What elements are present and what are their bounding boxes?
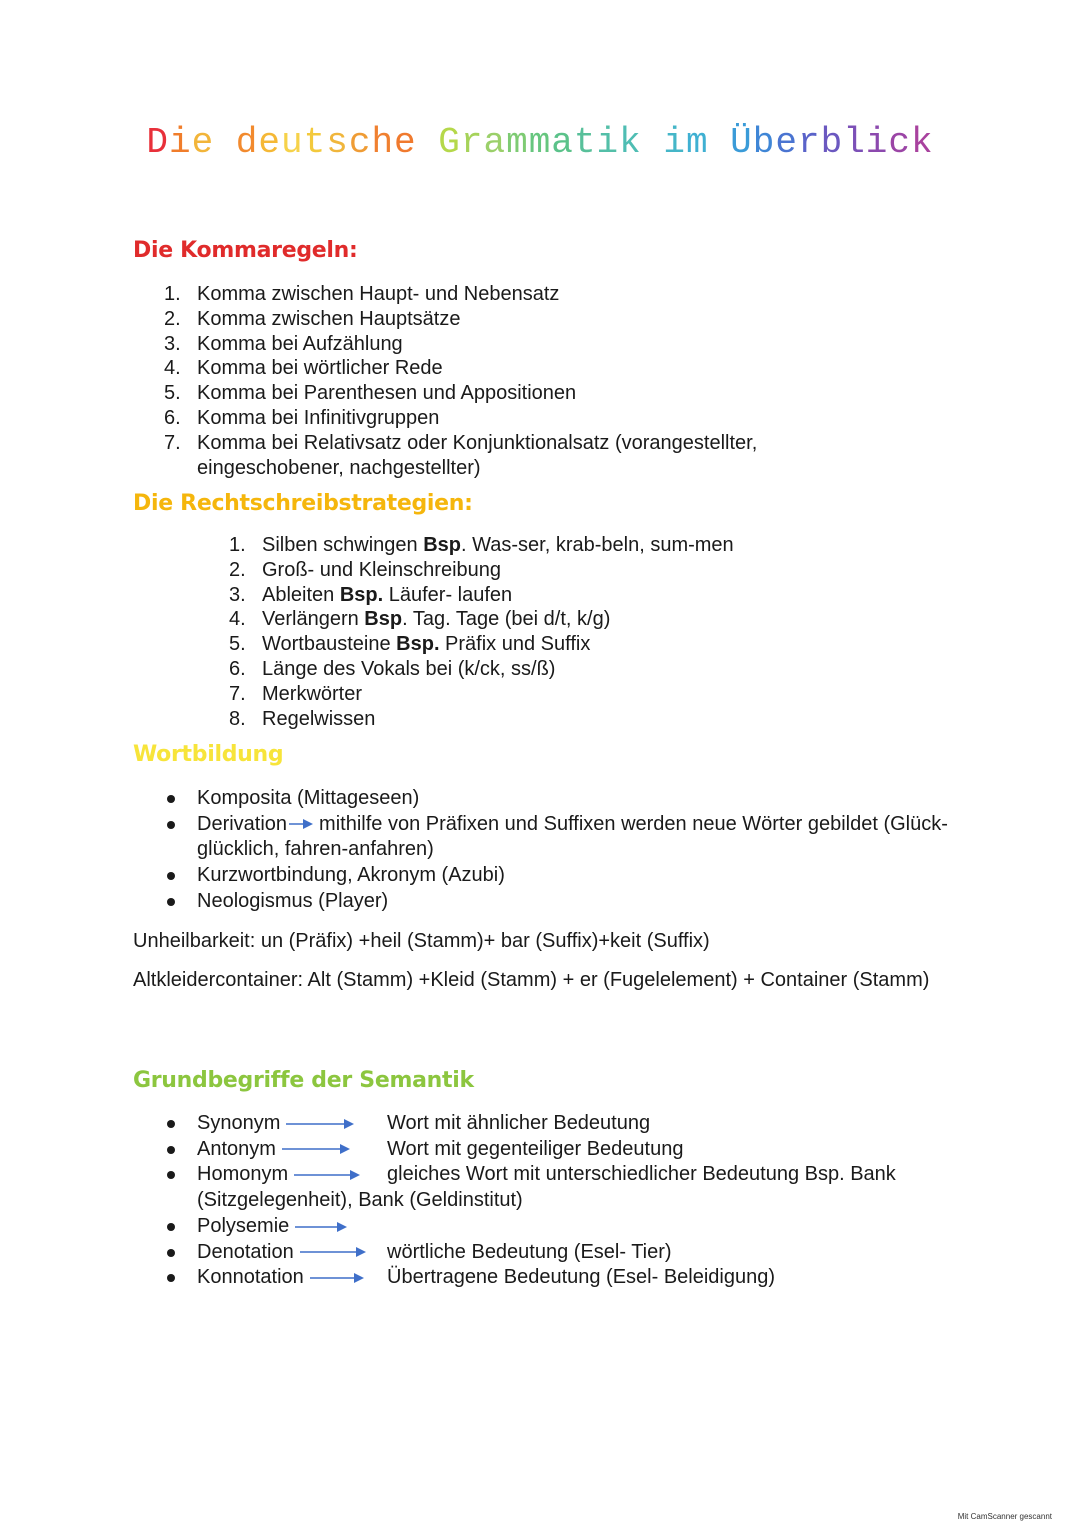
title-letter: [709, 122, 731, 163]
title-letter: e: [775, 122, 798, 163]
item-text: Länge des Vokals bei (k/ck, ss/ß): [262, 657, 556, 680]
kommaregeln-list: [164, 282, 864, 480]
item-number: 6.: [229, 657, 246, 680]
title-letter: G: [438, 122, 461, 163]
arrow-icon: [300, 1246, 366, 1258]
item-term: Derivation: [197, 812, 288, 835]
title-letter: i: [596, 122, 620, 163]
item-number: 8.: [229, 707, 246, 730]
item-description: mithilfe von Präfixen und Suffixen werden neue Wörter gebildet (Glück-glücklich, fahren-anfahren): [197, 812, 948, 861]
title-letter: e: [394, 122, 417, 163]
kommaregel-item: [164, 356, 864, 381]
title-letter: r: [797, 122, 821, 163]
item-number: 3.: [229, 583, 246, 606]
term-label: Konnotation: [197, 1266, 304, 1289]
term-label: Polysemie: [197, 1214, 290, 1237]
title-letter: a: [483, 122, 507, 163]
bullet-icon: [167, 1274, 175, 1282]
title-letter: m: [506, 122, 529, 163]
semantik-term: [197, 1214, 387, 1240]
semantik-heading: Grundbegriffe der Semantik: [133, 1068, 474, 1093]
item-text: Verlängern: [262, 608, 365, 631]
rechtschreib-item: [229, 607, 929, 632]
item-text: Groß- und Kleinschreibung: [262, 558, 502, 581]
arrow-icon: [310, 1272, 364, 1284]
kommaregel-item: [164, 406, 864, 431]
title-letter: h: [371, 122, 395, 163]
semantik-term: [197, 1265, 387, 1291]
title-letter: b: [752, 122, 776, 163]
item-text: Ableiten: [262, 583, 340, 606]
title-letter: [417, 122, 439, 163]
title-letter: a: [551, 122, 574, 163]
title-letter: [214, 122, 236, 163]
item-text: Komma bei Parenthesen und Appositionen: [197, 382, 577, 405]
example-marker: Bsp: [364, 608, 403, 631]
rechtschreib-item: [229, 707, 929, 732]
item-term: Kurzwortbindung, Akronym (Azubi): [197, 864, 505, 887]
term-label: Denotation: [197, 1240, 294, 1263]
item-number: 1.: [164, 283, 181, 305]
rechtschreib-item: [229, 632, 929, 657]
title-letter: b: [820, 122, 844, 163]
item-term: Neologismus (Player): [197, 889, 389, 912]
arrow-icon: [295, 1221, 347, 1233]
semantik-term: [197, 1162, 387, 1188]
arrow-icon: [294, 1169, 360, 1181]
bullet-icon: [167, 1223, 175, 1231]
title-letter: t: [573, 122, 597, 163]
example-marker: Bsp: [423, 534, 462, 556]
term-description: Wort mit ähnlicher Bedeutung: [387, 1112, 651, 1134]
page-title: [0, 122, 1080, 163]
kommaregel-item: [164, 307, 864, 332]
kommaregeln-heading: Die Kommaregeln:: [133, 238, 358, 263]
camscanner-footer: Mit CamScanner gescannt: [957, 1512, 1052, 1521]
semantik-item: [131, 1240, 961, 1266]
title-letter: s: [326, 122, 349, 163]
wortbildung-item: [131, 863, 961, 889]
title-letter: Ü: [730, 122, 753, 163]
wortbildung-item: [131, 812, 961, 863]
term-description: gleiches Wort mit unterschiedlicher Bedeutung Bsp. Bank (Sitzgelegenheit), Bank (Geldinstitut): [197, 1163, 896, 1212]
title-letter: k: [619, 122, 642, 163]
item-text: Läufer- laufen: [383, 583, 513, 606]
title-letter: i: [168, 122, 192, 163]
item-number: 2.: [164, 307, 181, 330]
semantik-item: [131, 1265, 961, 1291]
item-text: Silben schwingen: [262, 534, 424, 556]
arrow-icon: [286, 1118, 354, 1130]
altkleidercontainer-example: Altkleidercontainer: Alt (Stamm) +Kleid (Stamm) + er (Fugelelement) + Container (Stamm): [133, 969, 930, 991]
item-text: Komma bei Relativsatz oder Konjunktionalsatz (vorangestellter, eingeschobener, nachgestellter): [197, 431, 758, 479]
rechtschreib-heading: Die Rechtschreibstrategien:: [133, 491, 473, 516]
item-number: 4.: [229, 608, 246, 631]
title-letter: u: [281, 122, 304, 163]
item-text: Komma zwischen Hauptsätze: [197, 307, 461, 330]
arrow-icon: [289, 818, 313, 830]
arrow-icon: [282, 1143, 350, 1155]
semantik-term: [197, 1240, 387, 1266]
item-number: 5.: [164, 382, 181, 405]
kommaregel-item: [164, 332, 864, 357]
term-label: Homonym: [197, 1163, 289, 1186]
item-text: Komma bei wörtlicher Rede: [197, 357, 443, 380]
item-text: Merkwörter: [262, 682, 363, 705]
item-number: 6.: [164, 406, 181, 429]
kommaregel-item: [164, 282, 864, 307]
bullet-icon: [167, 1171, 175, 1179]
rechtschreib-item: [229, 657, 929, 682]
wortbildung-heading: Wortbildung: [133, 742, 284, 767]
item-text: . Tag. Tage (bei d/t, k/g): [402, 608, 611, 631]
wortbildung-list: [131, 786, 961, 915]
bullet-icon: [167, 1120, 175, 1128]
rechtschreib-item: [229, 558, 929, 583]
title-letter: i: [663, 122, 686, 163]
item-number: 7.: [229, 682, 246, 705]
semantik-item: [131, 1214, 961, 1240]
item-text: Komma bei Infinitivgruppen: [197, 406, 440, 429]
item-number: 4.: [164, 357, 181, 380]
item-number: 7.: [164, 431, 181, 454]
wortbildung-item: [131, 889, 961, 915]
unheilbarkeit-example: Unheilbarkeit: un (Präfix) +heil (Stamm)+ bar (Suffix)+keit (Suffix): [133, 930, 710, 952]
item-number: 2.: [229, 558, 246, 581]
rechtschreib-item: [229, 682, 929, 707]
semantik-item: [131, 1111, 961, 1137]
title-letter: c: [348, 122, 372, 163]
title-letter: r: [460, 122, 484, 163]
semantik-term: [197, 1137, 387, 1163]
kommaregel-item: [164, 431, 864, 481]
bullet-icon: [167, 872, 175, 880]
title-letter: k: [911, 122, 934, 163]
title-letter: i: [865, 122, 889, 163]
item-text: Komma zwischen Haupt- und Nebensatz: [197, 283, 560, 305]
bullet-icon: [167, 795, 175, 803]
item-text: . Was-ser, krab-beln, sum-men: [461, 534, 734, 556]
rechtschreib-list: [229, 533, 929, 731]
item-text: Präfix und Suffix: [439, 633, 591, 656]
wortbildung-item: [131, 786, 961, 812]
term-description: Wort mit gegenteiliger Bedeutung: [387, 1137, 684, 1160]
title-letter: e: [191, 122, 215, 163]
item-number: 1.: [229, 534, 246, 556]
example-marker: Bsp.: [396, 633, 440, 656]
rechtschreib-item: [229, 533, 929, 558]
title-letter: m: [685, 122, 709, 163]
title-letter: l: [843, 122, 866, 163]
term-label: Synonym: [197, 1112, 281, 1134]
bullet-icon: [167, 1146, 175, 1154]
item-number: 5.: [229, 633, 246, 656]
item-text: Wortbausteine: [262, 633, 397, 656]
title-letter: e: [258, 122, 281, 163]
example-marker: Bsp.: [339, 583, 384, 606]
title-letter: t: [303, 122, 327, 163]
bullet-icon: [167, 898, 175, 906]
item-number: 3.: [164, 332, 181, 355]
title-letter: d: [235, 122, 259, 163]
bullet-icon: [167, 1249, 175, 1257]
term-description: Übertragene Bedeutung (Esel- Beleidigung): [387, 1266, 776, 1289]
title-letter: [642, 122, 664, 163]
term-description: wörtliche Bedeutung (Esel- Tier): [387, 1240, 672, 1263]
semantik-item: [131, 1162, 961, 1213]
semantik-list: [131, 1111, 961, 1291]
item-text: Regelwissen: [262, 707, 376, 730]
title-letter: D: [146, 122, 169, 163]
title-letter: c: [888, 122, 912, 163]
term-label: Antonym: [197, 1137, 276, 1160]
bullet-icon: [167, 821, 175, 829]
rechtschreib-item: [229, 583, 929, 608]
title-letter: m: [528, 122, 552, 163]
kommaregel-item: [164, 381, 864, 406]
item-text: Komma bei Aufzählung: [197, 332, 403, 355]
semantik-term: [197, 1111, 387, 1137]
semantik-item: [131, 1137, 961, 1163]
item-term: Komposita (Mittageseen): [197, 787, 420, 809]
